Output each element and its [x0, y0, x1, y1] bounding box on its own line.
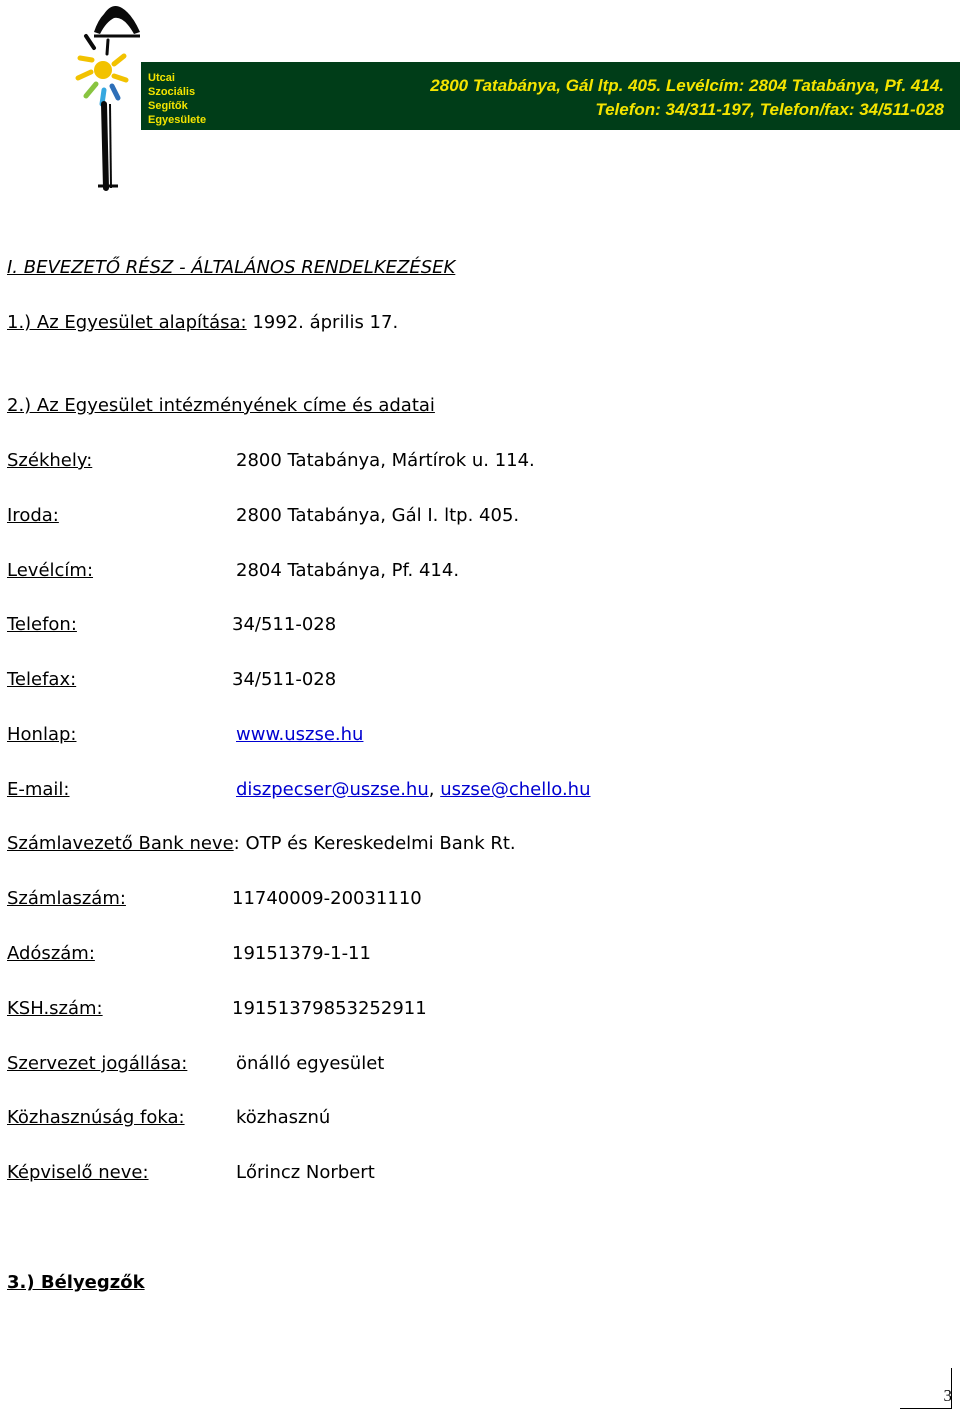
founding-label: 1.) Az Egyesület alapítása:: [7, 312, 247, 333]
organization-logo-icon: [74, 0, 144, 192]
field-label-levelcim: Levélcím:: [7, 560, 94, 581]
header-phone: Telefon: 34/311-197, Telefon/fax: 34/511-028: [595, 100, 944, 119]
field-value-bank: : OTP és Kereskedelmi Bank Rt.: [233, 833, 516, 854]
field-value-ksh: 19151379853252911: [232, 998, 427, 1019]
stamps-heading: 3.) Bélyegzők: [7, 1272, 145, 1293]
homepage-link[interactable]: www.uszse.hu: [236, 724, 364, 745]
email-values: [236, 779, 591, 801]
email-link-diszpecser[interactable]: diszpecser@uszse.hu: [236, 779, 429, 800]
org-name-line: Utcai: [148, 72, 175, 84]
founding-date: 1992. április 17.: [246, 312, 399, 333]
field-label-iroda: Iroda:: [7, 505, 59, 526]
field-label-ksh: KSH.szám:: [7, 998, 103, 1019]
org-name-line: Segítők: [148, 100, 188, 112]
field-label-email: E-mail:: [7, 779, 70, 800]
page-number: 3: [943, 1386, 952, 1405]
field-label-szekhely: Székhely:: [7, 450, 93, 471]
org-name-line: Egyesülete: [148, 114, 207, 126]
email-separator: ,: [428, 779, 441, 800]
field-value-telefon: 34/511-028: [232, 614, 337, 635]
field-label-kepviselo: Képviselő neve:: [7, 1162, 149, 1183]
institution-heading: 2.) Az Egyesület intézményének címe és adatai: [7, 395, 435, 416]
org-name-line: Szociális: [148, 86, 196, 98]
field-label-bank: Számlavezető Bank neve: [7, 833, 234, 854]
section-heading: I. BEVEZETŐ RÉSZ - ÁLTALÁNOS RENDELKEZÉSEK: [7, 257, 456, 278]
founding-line: [7, 312, 398, 334]
field-label-szamlaszam: Számlaszám:: [7, 888, 126, 909]
field-label-telefon: Telefon:: [7, 614, 77, 635]
field-value-szamlaszam: 11740009-20031110: [232, 888, 422, 909]
field-label-adoszam: Adószám:: [7, 943, 95, 964]
bank-line: [7, 833, 516, 855]
field-label-honlap: Honlap:: [7, 724, 77, 745]
field-label-jogallas: Szervezet jogállása:: [7, 1053, 188, 1074]
header-address: 2800 Tatabánya, Gál ltp. 405. Levélcím: 2804 Tatabánya, Pf. 414.: [430, 76, 944, 95]
field-label-telefax: Telefax:: [7, 669, 77, 690]
field-value-iroda: 2800 Tatabánya, Gál I. ltp. 405.: [236, 505, 520, 526]
email-link-chello[interactable]: uszse@chello.hu: [440, 779, 591, 800]
field-value-telefax: 34/511-028: [232, 669, 337, 690]
page-corner-rule: [900, 1408, 952, 1409]
field-label-kozhasznusag: Közhasznúság foka:: [7, 1107, 185, 1128]
field-value-kozhasznusag: közhasznú: [236, 1107, 331, 1128]
field-value-kepviselo: Lőrincz Norbert: [236, 1162, 375, 1183]
field-value-adoszam: 19151379-1-11: [232, 943, 371, 964]
field-value-szekhely: 2800 Tatabánya, Mártírok u. 114.: [236, 450, 535, 471]
field-value-jogallas: önálló egyesület: [236, 1053, 385, 1074]
field-value-levelcim: 2804 Tatabánya, Pf. 414.: [236, 560, 460, 581]
